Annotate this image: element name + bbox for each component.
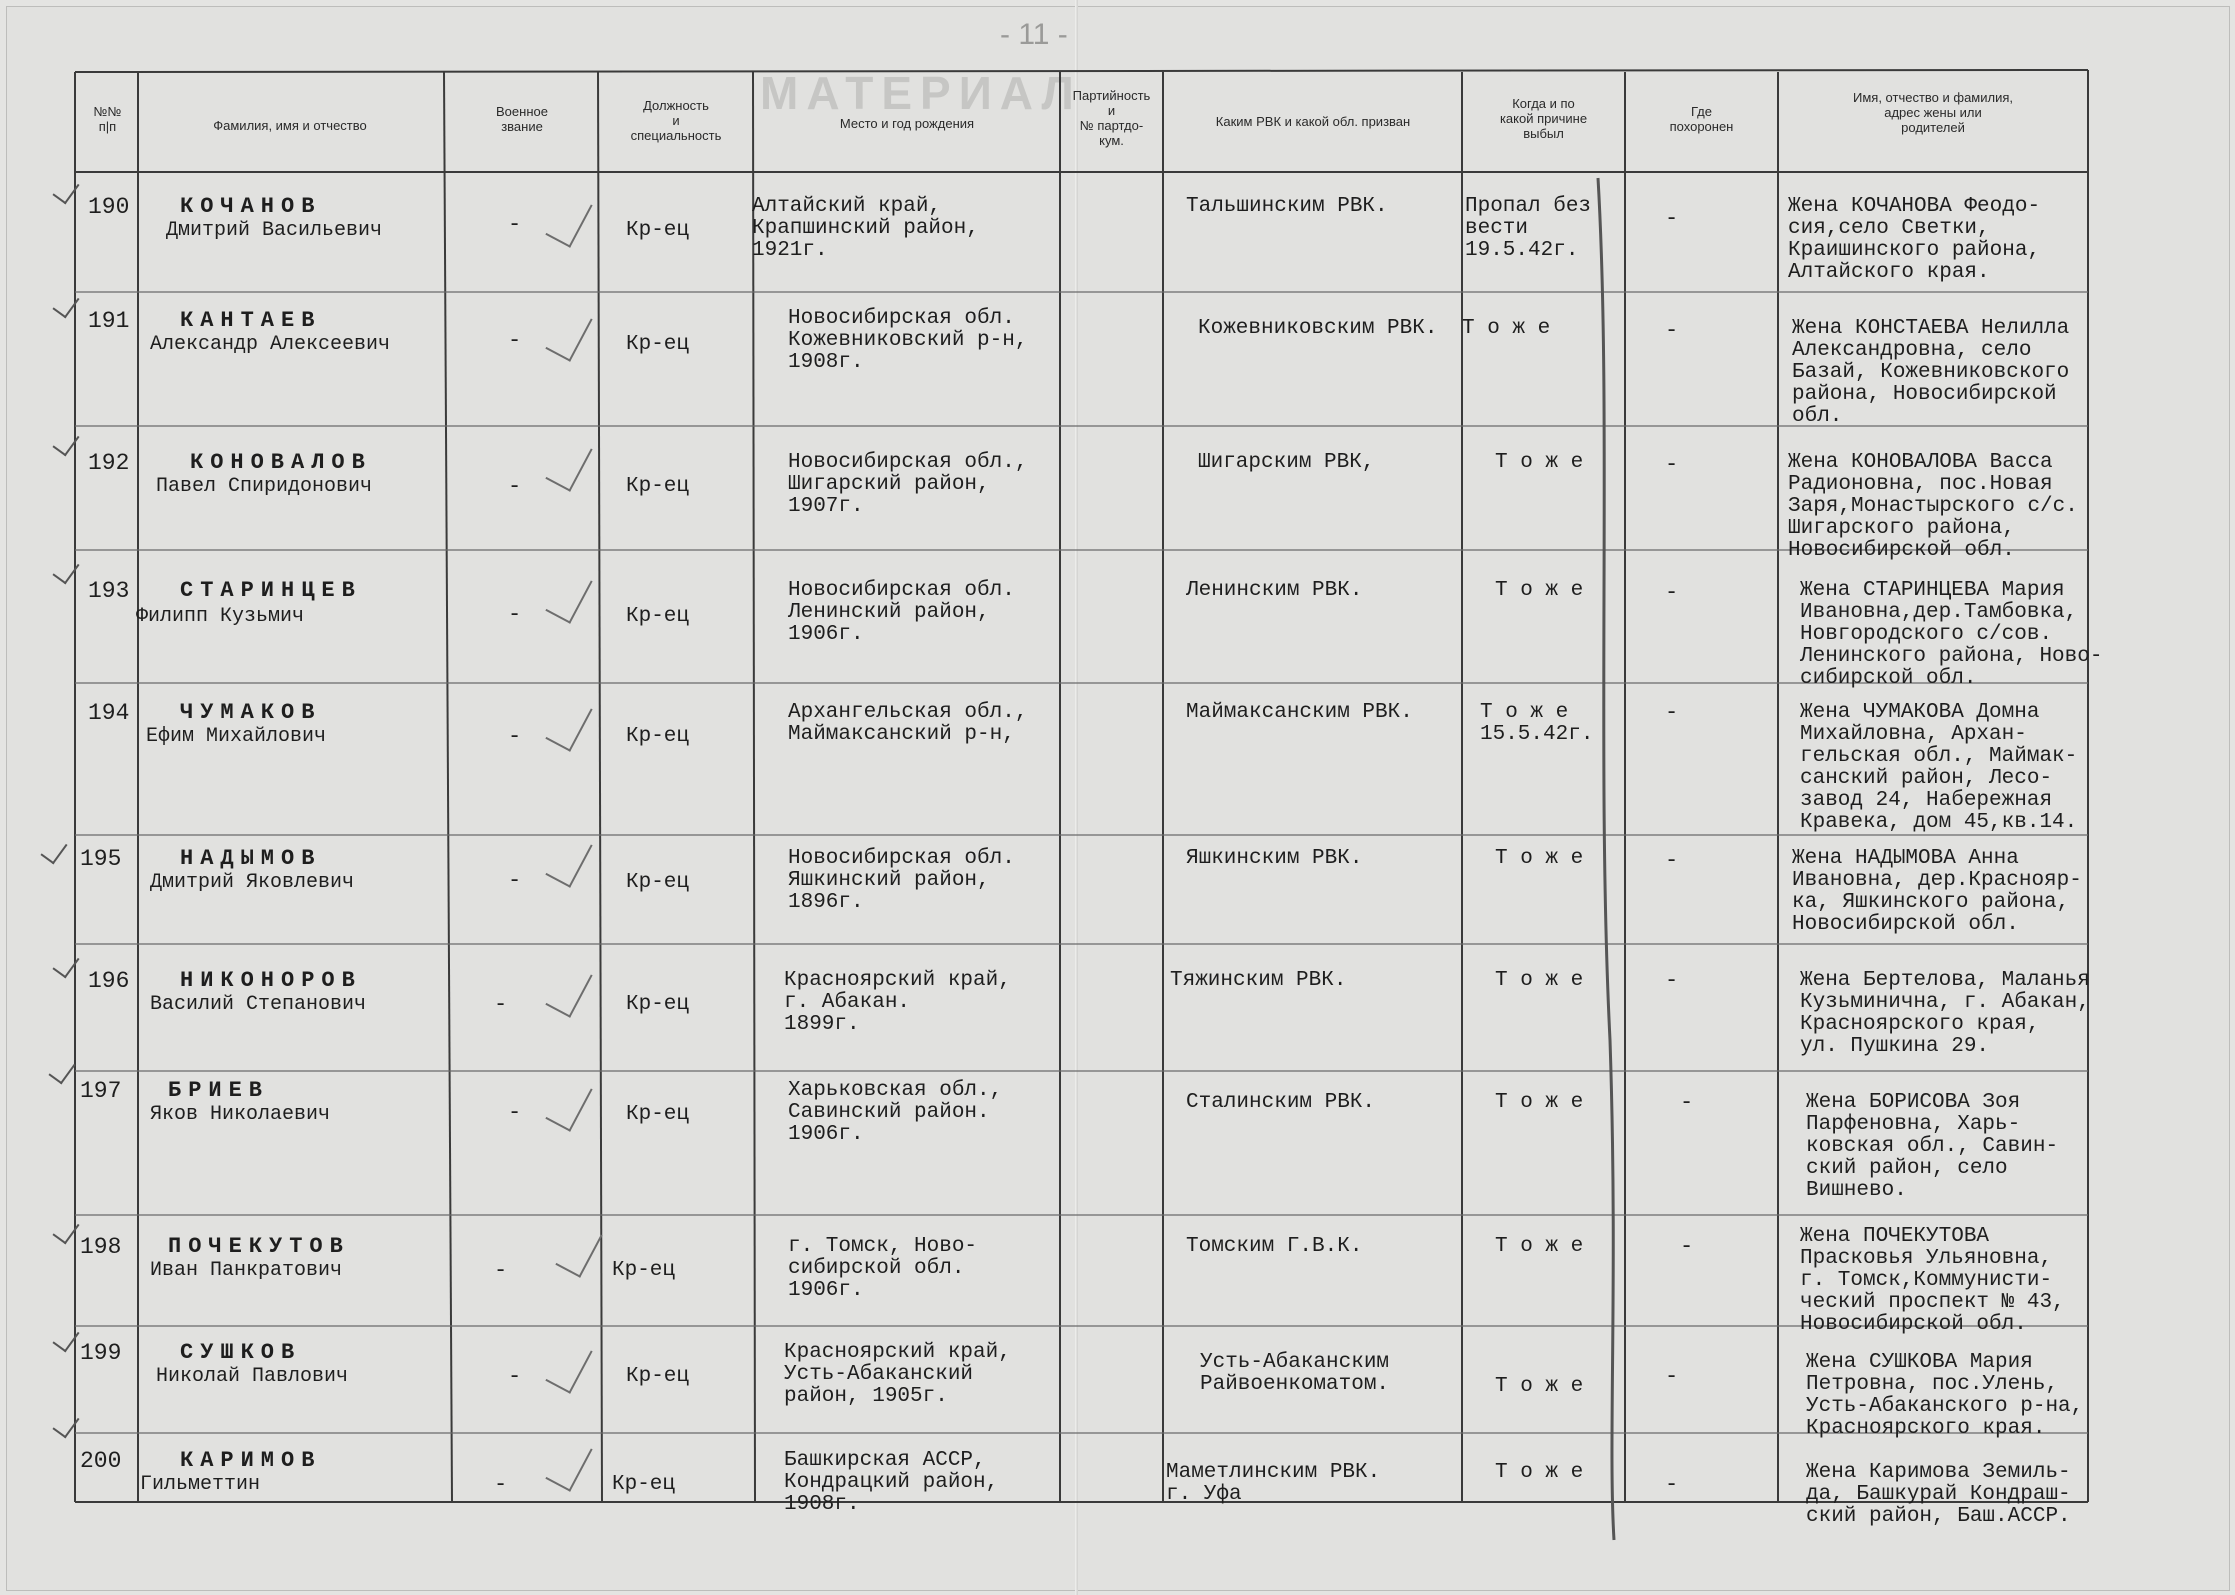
row-given-name: Василий Степанович [150, 993, 367, 1016]
row-birthplace: Новосибирская обл. Яшкинский район, 1896г. [788, 847, 1015, 914]
row-surname: КОЧАНОВ [180, 194, 322, 219]
header-when: Когда и по какой причине выбыл [1499, 96, 1588, 141]
row-buried: - [1680, 1090, 1694, 1115]
row-rvk: Тяжинским РВК. [1170, 969, 1347, 992]
row-birthplace: Башкирская АССР, Кондрацкий район, 1908г. [784, 1449, 999, 1516]
row-buried: - [1665, 452, 1679, 477]
row-rvk: Тальшинским РВК. [1186, 195, 1388, 218]
row-number: 192 [88, 450, 130, 476]
row-rvk: Сталинским РВК. [1186, 1091, 1376, 1114]
row-relatives: Жена КОНОВАЛОВА Васса Радионовна, пос.Новая Заря,Монастырского с/с. Шигарского района, Новосибирской обл. [1788, 451, 2078, 562]
row-when: Т о ж е 15.5.42г. [1480, 701, 1594, 746]
row-birthplace: Новосибирская обл. Кожевниковский р-н, 1908г. [788, 307, 1028, 374]
row-given-name: Павел Спиридонович [156, 475, 373, 498]
row-surname: КОНОВАЛОВ [190, 450, 372, 475]
row-birthplace: Архангельская обл., Маймаксанский р-н, [788, 701, 1028, 746]
row-when: Т о ж е [1495, 1091, 1584, 1114]
row-number: 191 [88, 308, 130, 334]
row-surname: КАНТАЕВ [180, 308, 322, 333]
row-when: Т о ж е [1495, 1461, 1584, 1484]
row-rvk: Томским Г.В.К. [1186, 1235, 1363, 1258]
row-relatives: Жена КОЧАНОВА Феодо- сия,село Светки, Краишинского района, Алтайского края. [1788, 195, 2041, 284]
row-number: 190 [88, 194, 130, 220]
row-relatives: Жена НАДЫМОВА Анна Ивановна, дер.Краснояр- ка, Яшкинского района, Новосибирской обл. [1792, 847, 2082, 936]
row-position: Кр-ец [626, 871, 690, 894]
row-surname: НИКОНОРОВ [180, 968, 362, 993]
row-rank: - [508, 868, 522, 893]
row-relatives: Жена ПОЧЕКУТОВА Прасковья Ульяновна, г. Томск,Коммунисти- ческий проспект № 43, Новосибирской обл. [1800, 1225, 2065, 1336]
header-relatives: Имя, отчество и фамилия, адрес жены или родителей [1853, 90, 2013, 135]
header-party: Партийность и № партдо- кум. [1072, 88, 1151, 148]
row-surname: БРИЕВ [168, 1078, 270, 1103]
row-number: 196 [88, 968, 130, 994]
row-birthplace: Новосибирская обл., Шигарский район, 1907г. [788, 451, 1028, 518]
row-rank: - [508, 724, 522, 749]
row-position: Кр-ец [612, 1259, 676, 1282]
row-number: 194 [88, 700, 130, 726]
row-position: Кр-ец [626, 333, 690, 356]
row-number: 199 [80, 1340, 122, 1366]
row-buried: - [1665, 206, 1679, 231]
row-relatives: Жена ЧУМАКОВА Домна Михайловна, Архан- гельская обл., Маймак- санский район, Лесо- завод 24, Набережная Кравека, дом 45,кв.14. [1800, 701, 2078, 834]
row-buried: - [1680, 1234, 1694, 1259]
row-rank: - [508, 1100, 522, 1125]
row-buried: - [1665, 1364, 1679, 1389]
row-when: Т о ж е [1495, 451, 1584, 474]
row-surname: КАРИМОВ [180, 1448, 322, 1473]
row-buried: - [1665, 700, 1679, 725]
row-relatives: Жена Бертелова, Маланья Кузьминична, г. Абакан, Красноярского края, ул. Пушкина 29. [1800, 969, 2090, 1058]
page-number: - 11 - [1000, 18, 1068, 51]
header-position: Должность и специальность [630, 98, 722, 143]
header-rank: Военное звание [496, 104, 548, 134]
header-num: №№ п|п [93, 104, 122, 134]
row-given-name: Александр Алексеевич [150, 333, 391, 356]
row-relatives: Жена СУШКОВА Мария Петровна, пос.Улень, Усть-Абаканского р-на, Красноярского края. [1806, 1351, 2084, 1440]
row-rvk: Шигарским РВК, [1198, 451, 1375, 474]
row-surname: ПОЧЕКУТОВ [168, 1234, 350, 1259]
row-rank: - [508, 1364, 522, 1389]
row-rank: - [494, 992, 508, 1017]
row-rvk: Маймаксанским РВК. [1186, 701, 1413, 724]
row-position: Кр-ец [626, 605, 690, 628]
row-given-name: Ефим Михайлович [146, 725, 327, 748]
row-buried: - [1665, 318, 1679, 343]
row-surname: НАДЫМОВ [180, 846, 322, 871]
row-number: 195 [80, 846, 122, 872]
row-relatives: Жена КОНСТАЕВА Нелилла Александровна, село Базай, Кожевниковского района, Новосибирской обл. [1792, 317, 2070, 428]
row-given-name: Дмитрий Яковлевич [150, 871, 355, 894]
row-birthplace: г. Томск, Ново- сибирской обл. 1906г. [788, 1235, 978, 1302]
row-when: Т о ж е [1462, 317, 1551, 340]
row-rvk: Ленинским РВК. [1186, 579, 1363, 602]
row-rvk: Маметлинским РВК. г. Уфа [1166, 1461, 1381, 1506]
row-rank: - [508, 602, 522, 627]
header-name: Фамилия, имя и отчество [213, 118, 367, 133]
row-when: Т о ж е [1495, 1375, 1584, 1398]
row-position: Кр-ец [626, 219, 690, 242]
row-when: Пропал без вести 19.5.42г. [1465, 195, 1592, 262]
row-position: Кр-ец [626, 475, 690, 498]
row-birthplace: Новосибирская обл. Ленинский район, 1906г. [788, 579, 1015, 646]
row-rank: - [508, 328, 522, 353]
row-given-name: Николай Павлович [156, 1365, 349, 1388]
header-buried: Где похоронен [1669, 104, 1734, 134]
row-birthplace: Красноярский край, Усть-Абаканский район, 1905г. [784, 1341, 1011, 1408]
row-when: Т о ж е [1495, 847, 1584, 870]
row-relatives: Жена Каримова Земиль- да, Башкурай Кондраш- ский район, Баш.АССР. [1806, 1461, 2071, 1528]
row-rank: - [508, 212, 522, 237]
row-given-name: Иван Панкратович [150, 1259, 343, 1282]
row-number: 198 [80, 1234, 122, 1260]
row-rank: - [508, 474, 522, 499]
row-rvk: Кожевниковским РВК. [1198, 317, 1438, 340]
row-position: Кр-ец [626, 1365, 690, 1388]
row-buried: - [1665, 1472, 1679, 1497]
row-rvk: Усть-Абаканским Райвоенкоматом. [1200, 1351, 1390, 1396]
row-number: 193 [88, 578, 130, 604]
row-when: Т о ж е [1495, 579, 1584, 602]
row-rank: - [494, 1472, 508, 1497]
row-surname: ЧУМАКОВ [180, 700, 322, 725]
row-buried: - [1665, 848, 1679, 873]
row-relatives: Жена СТАРИНЦЕВА Мария Ивановна,дер.Тамбовка, Новгородского с/сов. Ленинского района, Ново- сибирской обл. [1800, 579, 2103, 690]
row-rank: - [494, 1258, 508, 1283]
header-birth: Место и год рождения [839, 116, 975, 131]
row-birthplace: Алтайский край, Крапшинский район, 1921г. [752, 195, 979, 262]
row-given-name: Филипп Кузьмич [136, 605, 305, 628]
row-birthplace: Красноярский край, г. Абакан. 1899г. [784, 969, 1011, 1036]
row-given-name: Гильметтин [140, 1473, 261, 1496]
row-given-name: Дмитрий Васильевич [166, 219, 383, 242]
row-when: Т о ж е [1495, 969, 1584, 992]
row-position: Кр-ец [626, 725, 690, 748]
row-when: Т о ж е [1495, 1235, 1584, 1258]
row-position: Кр-ец [626, 993, 690, 1016]
row-rvk: Яшкинским РВК. [1186, 847, 1363, 870]
row-surname: СУШКОВ [180, 1340, 302, 1365]
row-number: 197 [80, 1078, 122, 1104]
row-surname: СТАРИНЦЕВ [180, 578, 362, 603]
row-position: Кр-ец [612, 1473, 676, 1496]
row-buried: - [1665, 580, 1679, 605]
header-rvk: Каким РВК и какой обл. призван [1215, 114, 1411, 129]
row-buried: - [1665, 968, 1679, 993]
row-birthplace: Харьковская обл., Савинский район. 1906г. [788, 1079, 1003, 1146]
row-position: Кр-ец [626, 1103, 690, 1126]
row-number: 200 [80, 1448, 122, 1474]
row-relatives: Жена БОРИСОВА Зоя Парфеновна, Харь- ковская обл., Савин- ский район, село Вишнево. [1806, 1091, 2059, 1202]
row-given-name: Яков Николаевич [150, 1103, 331, 1126]
bleed-through-text: МАТЕРИАЛ [760, 67, 1082, 119]
